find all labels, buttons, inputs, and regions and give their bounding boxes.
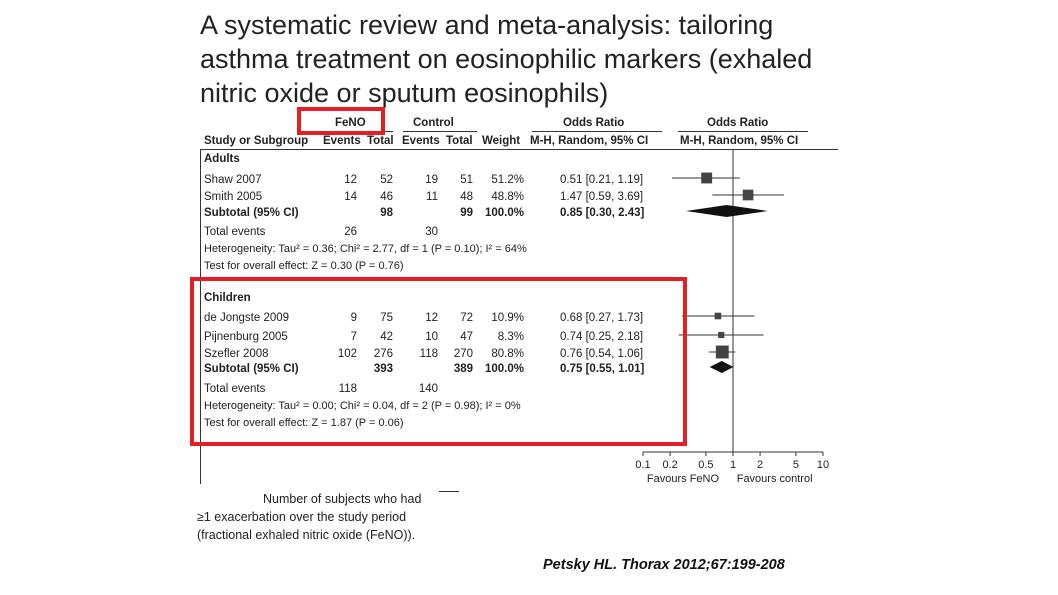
heterogeneity-text: Heterogeneity: Tau² = 0.00; Chi² = 0.04, df = 2 (P = 0.98); I² = 0%	[204, 400, 521, 412]
col-method: M-H, Random, 95% CI	[530, 135, 649, 147]
table-cell: 12	[344, 174, 357, 186]
table-cell: 30	[425, 226, 438, 238]
heterogeneity-text: Heterogeneity: Tau² = 0.36; Chi² = 2.77, df = 1 (P = 0.10); I² = 64%	[204, 243, 527, 255]
study-marker	[718, 332, 724, 338]
col-events-control: Events	[402, 135, 440, 147]
subgroup-label-adults: Adults	[204, 153, 240, 165]
table-cell: 14	[344, 191, 357, 203]
table-cell: 47	[460, 331, 473, 343]
table-cell: 7	[350, 331, 357, 343]
subtotal-diamond	[710, 361, 734, 373]
col-method-plot: M-H, Random, 95% CI	[680, 135, 799, 147]
study-marker	[701, 173, 712, 184]
table-cell: 270	[453, 348, 473, 360]
x-tick-label: 0.2	[662, 459, 678, 471]
table-cell: 1.47 [0.59, 3.69]	[560, 191, 644, 203]
table-cell: 118	[419, 348, 438, 360]
table-cell: 51	[460, 174, 473, 186]
table-cell: 140	[418, 383, 438, 395]
children-highlight-box	[190, 277, 687, 446]
overall-effect-text: Test for overall effect: Z = 1.87 (P = 0.06)	[204, 417, 404, 429]
table-cell: 46	[380, 191, 393, 203]
feno-group-header: FeNO	[335, 117, 366, 129]
slide-title: A systematic review and meta-analysis: tailoring asthma treatment on eosinophilic markers (exhaled nitric oxide or sputum eosinophils)	[200, 10, 813, 108]
table-cell: 9	[350, 312, 357, 324]
table-cell: 100.0%	[484, 207, 524, 219]
table-row-study: de Jongste 2009	[204, 312, 290, 324]
control-group-header: Control	[413, 117, 454, 129]
table-row-study: Pijnenburg 2005	[204, 331, 288, 343]
col-weight: Weight	[482, 135, 521, 147]
table-cell: 12	[425, 312, 438, 324]
table-cell: 0.76 [0.54, 1.06]	[560, 348, 644, 360]
table-cell: 99	[460, 207, 473, 219]
x-tick-label: 0.1	[635, 459, 651, 471]
x-tick-label: 5	[792, 459, 799, 471]
subtotal-diamond	[686, 205, 768, 217]
table-cell: 19	[425, 174, 438, 186]
table-cell: 48	[460, 191, 473, 203]
table-cell: 276	[373, 348, 393, 360]
table-cell: 72	[460, 312, 473, 324]
col-total-feno: Total	[367, 135, 394, 147]
table-row-study: Smith 2005	[204, 191, 263, 203]
table-cell: 389	[453, 363, 473, 375]
x-tick-label: 0.5	[698, 459, 714, 471]
subtotal-label: Subtotal (95% CI)	[204, 207, 299, 219]
total-events-label: Total events	[204, 383, 266, 395]
figure-footnote	[197, 490, 421, 544]
col-total-control: Total	[446, 135, 473, 147]
table-cell: 0.51 [0.21, 1.19]	[560, 174, 644, 186]
overall-effect-text: Test for overall effect: Z = 0.30 (P = 0.76)	[204, 260, 404, 272]
footnote-line1: Number of subjects who had	[263, 492, 422, 506]
footnote-line3: (fractional exhaled nitric oxide (FeNO)).	[197, 528, 416, 542]
x-tick-label: 2	[757, 459, 764, 471]
study-marker	[715, 313, 722, 320]
table-cell: 393	[373, 363, 393, 375]
odds-ratio-header: Odds Ratio	[563, 117, 625, 129]
citation: Petsky HL. Thorax 2012;67:199-208	[543, 557, 785, 573]
x-tick-label: 10	[816, 459, 830, 471]
total-events-label: Total events	[204, 226, 266, 238]
favours-right-label: Favours control	[736, 473, 813, 485]
table-cell: 0.75 [0.55, 1.01]	[560, 363, 645, 375]
table-cell: 0.68 [0.27, 1.73]	[560, 312, 644, 324]
feno-highlight-box	[297, 107, 385, 135]
table-cell: 51.2%	[491, 174, 524, 186]
odds-ratio-plot-header: Odds Ratio	[707, 117, 769, 129]
col-events-feno: Events	[323, 135, 361, 147]
table-cell: 52	[380, 174, 393, 186]
table-cell: 98	[380, 207, 393, 219]
table-cell: 26	[344, 226, 357, 238]
table-cell: 8.3%	[497, 331, 524, 343]
table-cell: 0.85 [0.30, 2.43]	[560, 207, 645, 219]
table-cell: 118	[338, 383, 357, 395]
table-cell: 10.9%	[491, 312, 524, 324]
table-cell: 0.74 [0.25, 2.18]	[560, 331, 644, 343]
col-study: Study or Subgroup	[204, 135, 309, 147]
table-cell: 42	[380, 331, 393, 343]
table-cell: 102	[337, 348, 357, 360]
study-marker	[716, 346, 729, 359]
footnote-line2: ≥1 exacerbation over the study period	[197, 510, 407, 524]
x-tick-label: 1	[729, 459, 737, 471]
table-cell: 75	[380, 312, 393, 324]
table-cell: 80.8%	[491, 348, 524, 360]
table-cell: 48.8%	[491, 191, 524, 203]
subgroup-label-children: Children	[204, 292, 251, 304]
table-cell: 11	[426, 191, 438, 203]
table-row-study: Szefler 2008	[204, 348, 269, 360]
favours-left-label: Favours FeNO	[646, 473, 720, 485]
table-row-study: Shaw 2007	[204, 174, 262, 186]
table-cell: 100.0%	[484, 363, 524, 375]
study-marker	[743, 190, 754, 201]
table-cell: 10	[425, 331, 438, 343]
subtotal-label: Subtotal (95% CI)	[204, 363, 299, 375]
